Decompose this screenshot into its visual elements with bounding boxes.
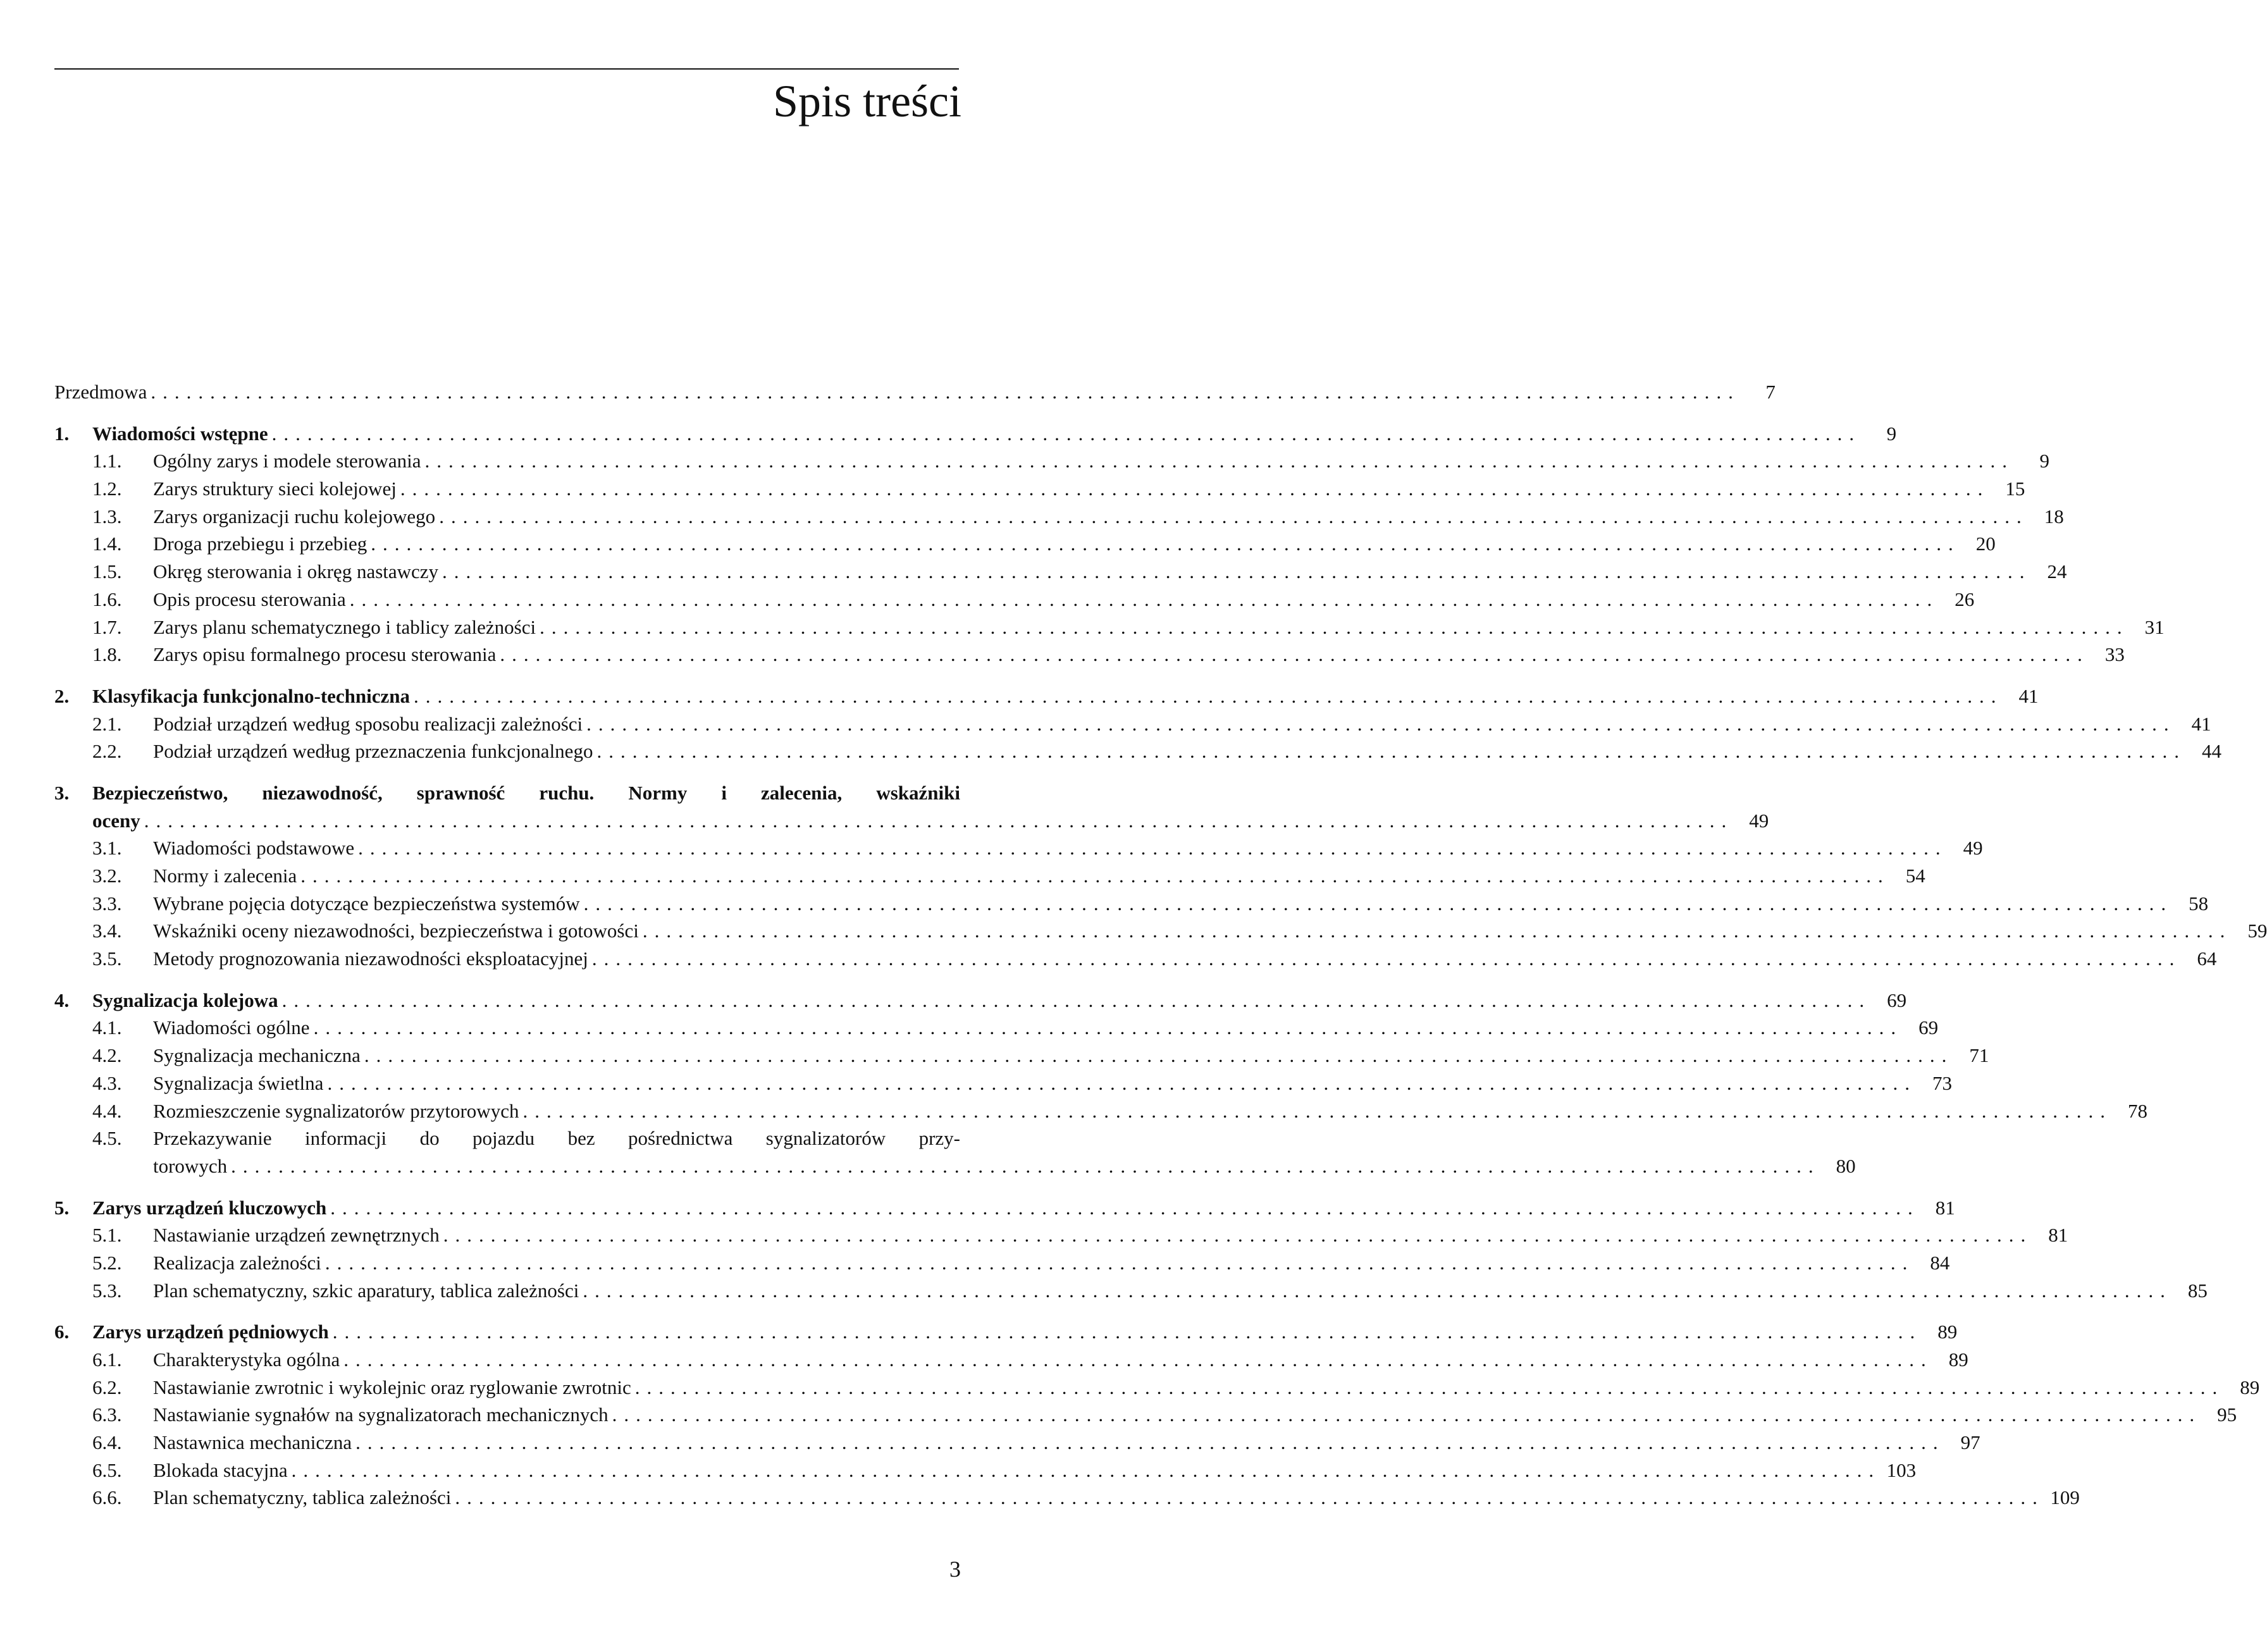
- toc-chapter[interactable]: [54, 1194, 1955, 1222]
- section-number: 5.2.: [92, 1251, 122, 1274]
- toc-chapter[interactable]: [54, 987, 1907, 1014]
- toc-section[interactable]: [54, 737, 2221, 765]
- toc-section[interactable]: [54, 1457, 1917, 1484]
- dot-leader: ......................................................................................................................................: [400, 478, 1990, 500]
- section-number: 5.3.: [92, 1279, 122, 1302]
- section-title: Ogólny zarys i modele sterowania: [153, 450, 421, 472]
- section-title: Sygnalizacja mechaniczna: [153, 1044, 361, 1067]
- toc-section[interactable]: [54, 1069, 1952, 1097]
- dot-leader: ......................................................................................................................................: [371, 533, 1960, 555]
- dot-leader: ......................................................................................................................................: [439, 505, 2029, 527]
- toc-section[interactable]: [54, 1346, 1968, 1374]
- chapter-title: Sygnalizacja kolejowa: [92, 989, 278, 1011]
- dot-leader: ......................................................................................................................................: [500, 643, 2089, 666]
- chapter-number: 5.: [54, 1196, 70, 1219]
- section-title: Okręg sterowania i okręg nastawczy: [153, 560, 439, 583]
- toc-page: 97: [1960, 1431, 1980, 1454]
- dot-leader: ......................................................................................................................................: [281, 989, 1872, 1011]
- section-title: Droga przebiegu i przebieg: [153, 533, 368, 555]
- toc-page: 73: [1932, 1071, 1952, 1094]
- toc-page: 85: [2187, 1279, 2208, 1302]
- toc-page: 69: [1918, 1016, 1939, 1039]
- toc-page: 24: [2047, 560, 2067, 583]
- toc-page: 26: [1955, 588, 1975, 610]
- section-number: 1.2.: [92, 478, 122, 500]
- section-number: 4.5.: [92, 1127, 122, 1150]
- section-number: 1.8.: [92, 643, 122, 666]
- section-number: 3.3.: [92, 892, 122, 915]
- toc-page: 109: [2050, 1486, 2080, 1509]
- chapter-number: 4.: [54, 989, 70, 1011]
- section-title: Podział urządzeń według przeznaczenia funkcjonalnego: [153, 740, 593, 763]
- toc-page: 54: [1905, 865, 1925, 887]
- section-number: 1.4.: [92, 533, 122, 555]
- toc-page: 81: [2048, 1224, 2068, 1247]
- toc-section[interactable]: [54, 1125, 1856, 1180]
- dot-leader: ......................................................................................................................................: [144, 809, 1734, 832]
- section-number: 4.4.: [92, 1099, 122, 1122]
- page-title: Spis treści: [773, 76, 961, 126]
- dot-leader: ......................................................................................................................................: [522, 1099, 2112, 1122]
- toc-page: 71: [1969, 1044, 1989, 1067]
- section-number: 4.2.: [92, 1044, 122, 1067]
- section-title: Realizacja zależności: [153, 1251, 321, 1274]
- toc-page: 84: [1930, 1251, 1950, 1274]
- section-title: Metody prognozowania niezawodności eksploatacyjnej: [153, 947, 588, 970]
- section-number: 6.4.: [92, 1431, 122, 1454]
- section-title: Sygnalizacja świetlna: [153, 1071, 324, 1094]
- toc-page: 78: [2127, 1099, 2147, 1122]
- toc-page: 89: [2240, 1376, 2260, 1398]
- dot-leader: ......................................................................................................................................: [634, 1376, 2225, 1398]
- toc-section[interactable]: [54, 475, 2025, 503]
- toc-page: 15: [2005, 478, 2025, 500]
- chapter-number: 1.: [54, 422, 70, 445]
- section-number: 1.1.: [92, 450, 122, 472]
- toc-section[interactable]: [54, 710, 2211, 738]
- dot-leader: ......................................................................................................................................: [324, 1251, 1915, 1274]
- chapter-title-line1: Bezpieczeństwo, niezawodność, sprawność ruchu. Normy i zalecenia, wskaźniki: [92, 781, 960, 804]
- dot-leader: ......................................................................................................................................: [327, 1071, 1917, 1094]
- toc-section[interactable]: [54, 1097, 2147, 1125]
- section-title: Wybrane pojęcia dotyczące bezpieczeństwa systemów: [153, 892, 580, 915]
- dot-leader: ......................................................................................................................................: [424, 450, 2015, 472]
- chapter-title-line2: oceny: [92, 809, 140, 832]
- section-title: Charakterystyka ogólna: [153, 1348, 340, 1371]
- toc-page: 33: [2104, 643, 2125, 666]
- toc-page: 20: [1975, 533, 1996, 555]
- toc-section[interactable]: [54, 890, 2209, 918]
- dot-leader: ......................................................................................................................................: [455, 1486, 2044, 1509]
- chapter-title: Zarys urządzeń pędniowych: [92, 1321, 329, 1343]
- toc-section[interactable]: [54, 641, 2125, 669]
- section-title: Nastawianie sygnałów na sygnalizatorach mechanicznych: [153, 1403, 608, 1426]
- toc-page: 69: [1887, 989, 1907, 1011]
- toc-page: 103: [1886, 1458, 1917, 1481]
- section-title: Zarys planu schematycznego i tablicy zależności: [153, 615, 536, 638]
- dot-leader: ......................................................................................................................................: [442, 560, 2032, 583]
- dot-leader: ......................................................................................................................................: [612, 1403, 2202, 1426]
- dot-leader: ......................................................................................................................................: [313, 1016, 1903, 1039]
- toc-page: 89: [1937, 1321, 1958, 1343]
- dot-leader: ......................................................................................................................................: [642, 920, 2232, 942]
- toc-section[interactable]: [54, 945, 2217, 973]
- section-number: 5.1.: [92, 1224, 122, 1247]
- dot-leader: ......................................................................................................................................: [300, 865, 1890, 887]
- section-number: 1.5.: [92, 560, 122, 583]
- section-number: 3.4.: [92, 920, 122, 942]
- section-number: 3.2.: [92, 865, 122, 887]
- section-title: Normy i zalecenia: [153, 865, 297, 887]
- section-title: Plan schematyczny, tablica zależności: [153, 1486, 452, 1509]
- chapter-number: 6.: [54, 1321, 70, 1343]
- toc-label: Przedmowa: [54, 381, 147, 403]
- toc-entry-preface[interactable]: [54, 378, 1776, 406]
- section-title: Wskaźniki oceny niezawodności, bezpieczeństwa i gotowości: [153, 920, 639, 942]
- header-rule: [54, 68, 959, 70]
- page-number: 3: [949, 1556, 961, 1582]
- toc-page: 18: [2044, 505, 2064, 527]
- toc-chapter[interactable]: [54, 779, 1769, 834]
- toc-page: 80: [1836, 1154, 1856, 1177]
- toc-page: 44: [2201, 740, 2221, 763]
- section-number: 6.1.: [92, 1348, 122, 1371]
- toc-page: 58: [2189, 892, 2209, 915]
- dot-leader: ......................................................................................................................................: [330, 1196, 1920, 1219]
- toc-section[interactable]: [54, 1249, 1950, 1277]
- toc-page: 59: [2247, 920, 2267, 942]
- dot-leader: ......................................................................................................................................: [151, 381, 1740, 403]
- dot-leader: ......................................................................................................................................: [540, 615, 2129, 638]
- section-number: 3.5.: [92, 947, 122, 970]
- section-number: 3.1.: [92, 837, 122, 860]
- section-title: Wiadomości ogólne: [153, 1016, 310, 1039]
- section-title: Wiadomości podstawowe: [153, 837, 355, 860]
- dot-leader: ......................................................................................................................................: [343, 1348, 1933, 1371]
- chapter-title: Zarys urządzeń kluczowych: [92, 1196, 327, 1219]
- dot-leader: ......................................................................................................................................: [586, 712, 2176, 735]
- section-number: 1.3.: [92, 505, 122, 527]
- dot-leader: ......................................................................................................................................: [583, 892, 2173, 915]
- toc-page: 89: [1948, 1348, 1968, 1371]
- section-number: 6.6.: [92, 1486, 122, 1509]
- toc-section[interactable]: [54, 834, 1983, 862]
- toc-section[interactable]: [54, 1221, 2068, 1249]
- toc-section[interactable]: [54, 1277, 2208, 1305]
- section-title: Nastawianie zwrotnic i wykolejnic oraz ryglowanie zwrotnic: [153, 1376, 631, 1398]
- section-title: Opis procesu sterowania: [153, 588, 346, 610]
- section-title-line2: torowych: [153, 1154, 228, 1177]
- toc-section[interactable]: [54, 1484, 2080, 1512]
- section-number: 6.5.: [92, 1458, 122, 1481]
- dot-leader: ......................................................................................................................................: [364, 1044, 1954, 1067]
- dot-leader: ......................................................................................................................................: [596, 740, 2186, 763]
- section-number: 2.2.: [92, 740, 122, 763]
- toc-page: 95: [2217, 1403, 2237, 1426]
- section-title: Zarys opisu formalnego procesu sterowania: [153, 643, 497, 666]
- table-of-contents: [54, 378, 2267, 1512]
- section-title: Zarys organizacji ruchu kolejowego: [153, 505, 436, 527]
- dot-leader: ......................................................................................................................................: [291, 1458, 1881, 1481]
- section-title: Plan schematyczny, szkic aparatury, tablica zależności: [153, 1279, 579, 1302]
- toc-page: 41: [2018, 684, 2039, 707]
- toc-page: 7: [1765, 381, 1776, 403]
- section-title: Nastawianie urządzeń zewnętrznych: [153, 1224, 440, 1247]
- section-number: 1.7.: [92, 615, 122, 638]
- section-title: Blokada stacyjna: [153, 1458, 288, 1481]
- toc-section[interactable]: [54, 613, 2165, 641]
- section-title-line1: Przekazywanie informacji do pojazdu bez pośrednictwa sygnalizatorów przy-: [153, 1127, 960, 1150]
- toc-page: 81: [1935, 1196, 1955, 1219]
- toc-section[interactable]: [54, 917, 2267, 945]
- toc-section[interactable]: [54, 1401, 2237, 1429]
- section-title: Zarys struktury sieci kolejowej: [153, 478, 397, 500]
- toc-page: 41: [2191, 712, 2211, 735]
- dot-leader: ......................................................................................................................................: [355, 1431, 1945, 1454]
- toc-page: 64: [2197, 947, 2217, 970]
- section-number: 4.3.: [92, 1071, 122, 1094]
- dot-leader: ......................................................................................................................................: [591, 947, 2182, 970]
- dot-leader: ......................................................................................................................................: [231, 1154, 1820, 1177]
- dot-leader: ......................................................................................................................................: [414, 684, 2003, 707]
- section-title: Nastawnica mechaniczna: [153, 1431, 352, 1454]
- toc-page: 49: [1749, 809, 1769, 832]
- section-number: 1.6.: [92, 588, 122, 610]
- chapter-title: Wiadomości wstępne: [92, 422, 268, 445]
- dot-leader: ......................................................................................................................................: [358, 837, 1948, 860]
- toc-section[interactable]: [54, 503, 2064, 531]
- chapter-title: Klasyfikacja funkcjonalno-techniczna: [92, 684, 411, 707]
- toc-chapter[interactable]: [54, 420, 1897, 448]
- toc-section[interactable]: [54, 558, 2067, 586]
- toc-section[interactable]: [54, 586, 1975, 613]
- toc-page: 31: [2144, 615, 2165, 638]
- dot-leader: ......................................................................................................................................: [583, 1279, 2172, 1302]
- dot-leader: ......................................................................................................................................: [271, 422, 1862, 445]
- section-number: 2.1.: [92, 712, 122, 735]
- toc-section[interactable]: [54, 1374, 2260, 1402]
- toc-chapter[interactable]: [54, 1318, 1958, 1346]
- section-title: Podział urządzeń według sposobu realizacji zależności: [153, 712, 583, 735]
- dot-leader: ......................................................................................................................................: [443, 1224, 2033, 1247]
- section-title: Rozmieszczenie sygnalizatorów przytorowych: [153, 1099, 519, 1122]
- toc-section[interactable]: [54, 1042, 1989, 1069]
- chapter-number: 3.: [54, 781, 70, 804]
- chapter-number: 2.: [54, 684, 70, 707]
- toc-section[interactable]: [54, 530, 1996, 558]
- toc-section[interactable]: [54, 447, 2050, 475]
- toc-section[interactable]: [54, 862, 1925, 890]
- toc-page: 9: [2039, 450, 2050, 472]
- toc-page: 9: [1886, 422, 1897, 445]
- toc-page: 49: [1963, 837, 1983, 860]
- dot-leader: ......................................................................................................................................: [349, 588, 1939, 610]
- section-number: 6.2.: [92, 1376, 122, 1398]
- dot-leader: ......................................................................................................................................: [332, 1321, 1922, 1343]
- toc-chapter[interactable]: [54, 682, 2039, 710]
- section-number: 6.3.: [92, 1403, 122, 1426]
- section-number: 4.1.: [92, 1016, 122, 1039]
- toc-section[interactable]: [54, 1014, 1939, 1042]
- toc-section[interactable]: [54, 1429, 1980, 1457]
